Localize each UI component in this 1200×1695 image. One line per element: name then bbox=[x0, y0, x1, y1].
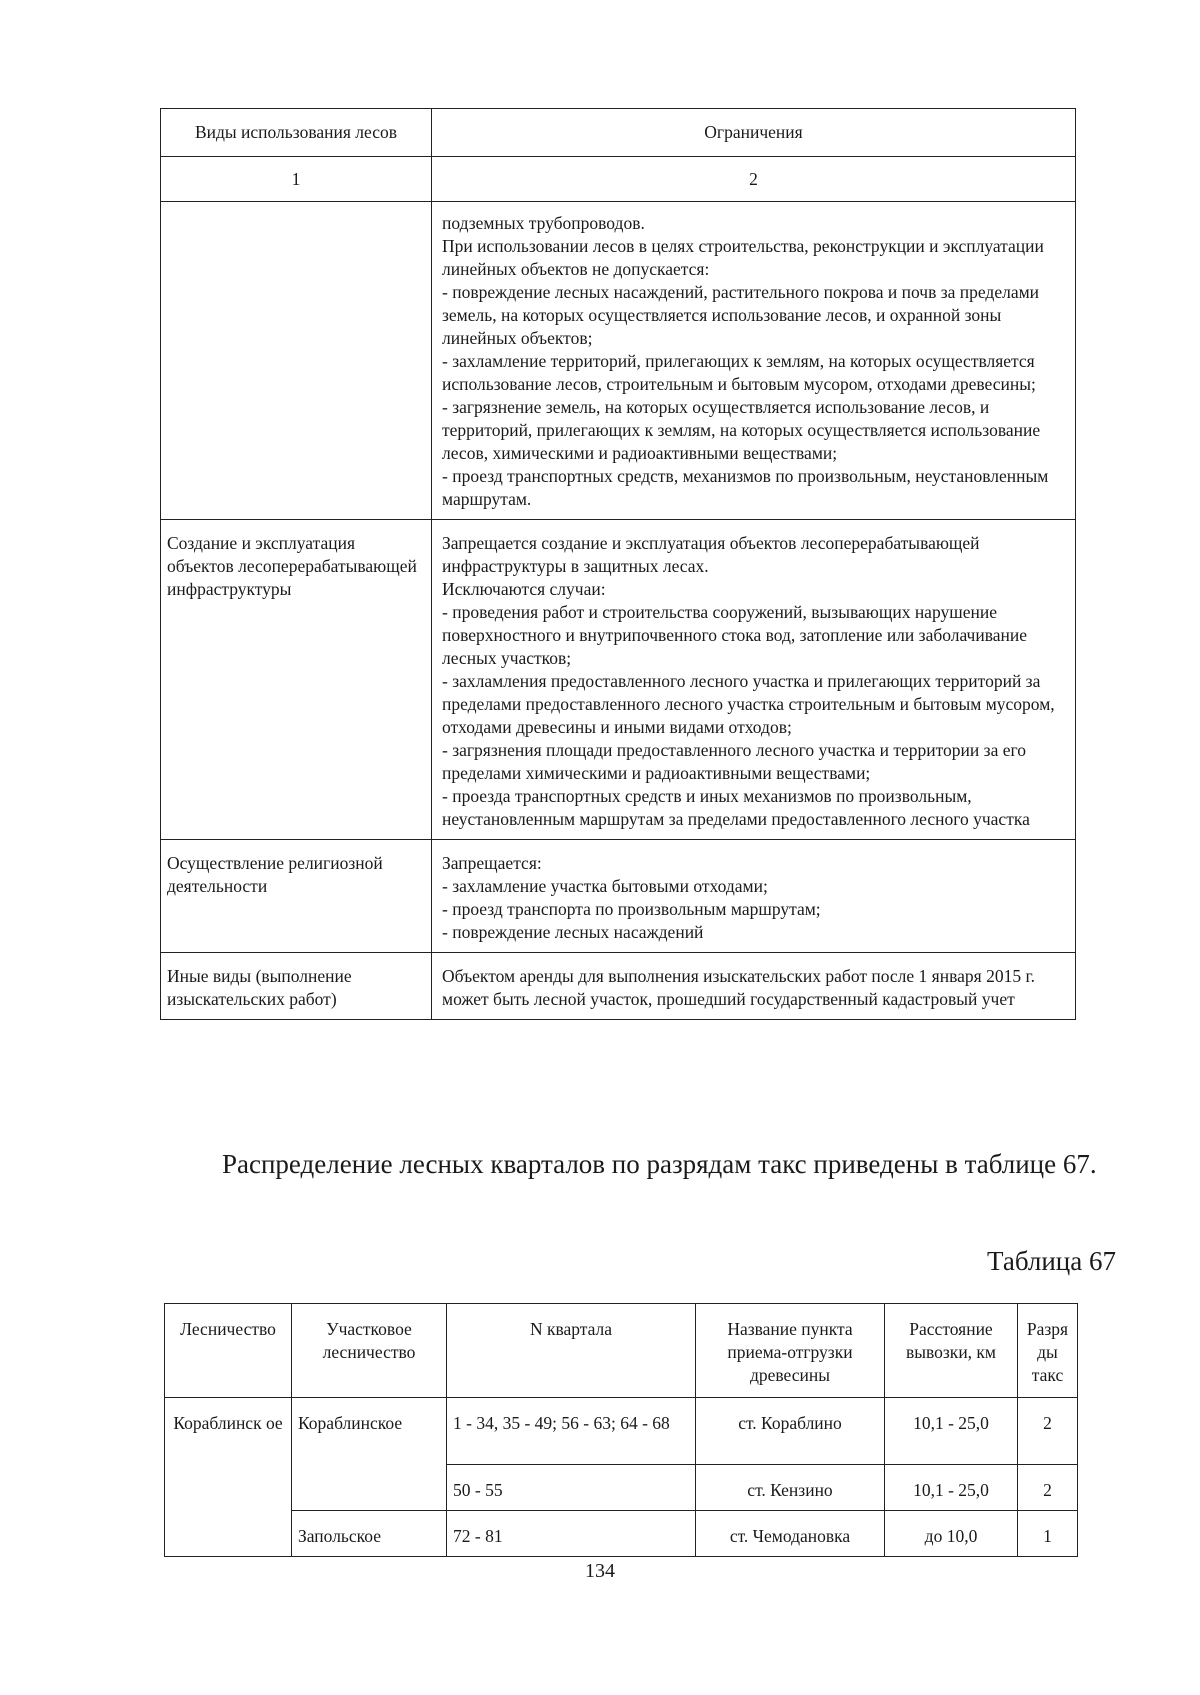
restriction-line: При использовании лесов в целях строительства, реконструкции и эксплуатации линейных объектов не допускается: bbox=[442, 236, 1044, 279]
table-row bbox=[165, 1398, 1078, 1465]
header-quarter-number: N квартала bbox=[447, 1304, 696, 1398]
district-cell: Кораблинское bbox=[292, 1398, 447, 1511]
column-number-1: 1 bbox=[161, 157, 432, 202]
distance-cell: до 10,0 bbox=[885, 1511, 1018, 1557]
use-type-cell bbox=[161, 202, 432, 520]
column-number-2: 2 bbox=[432, 157, 1076, 202]
shipping-point-cell: ст. Кораблино bbox=[696, 1398, 885, 1465]
table-caption: Таблица 67 bbox=[987, 1246, 1116, 1276]
table-header-row bbox=[161, 109, 1076, 157]
tax-rank-cell: 2 bbox=[1018, 1398, 1078, 1465]
tax-rank-cell: 1 bbox=[1018, 1511, 1078, 1557]
header-tax-rank: Разря ды такс bbox=[1018, 1304, 1078, 1398]
table-row bbox=[161, 202, 1076, 520]
restriction-line: Исключаются случаи: bbox=[442, 579, 606, 599]
forestry-cell: Кораблинск ое bbox=[165, 1398, 292, 1557]
shipping-point-cell: ст. Чемодановка bbox=[696, 1511, 885, 1557]
restriction-line: Запрещается создание и эксплуатация объектов лесоперерабатывающей инфраструктуры в защитных лесах. bbox=[442, 533, 980, 576]
restriction-line: Объектом аренды для выполнения изыскательских работ после 1 января 2015 г. может быть лесной участок, прошедший государственный кадастровый учет bbox=[442, 966, 1036, 1009]
header-restrictions: Ограничения bbox=[432, 109, 1076, 157]
header-distance: Расстояние вывозки, км bbox=[885, 1304, 1018, 1398]
header-use-type: Виды использования лесов bbox=[161, 109, 432, 157]
restriction-line: - захламление участка бытовыми отходами; bbox=[442, 876, 768, 896]
restriction-line: - захламление территорий, прилегающих к землям, на которых осуществляется использование лесов, строительным и бытовым мусором, отходами древесины; bbox=[442, 351, 1036, 394]
use-type-cell: Иные виды (выполнение изыскательских работ) bbox=[161, 953, 432, 1020]
restriction-line: - проведения работ и строительства сооружений, вызывающих нарушение поверхностного и внутрипочвенного стока вод, затопление или заболачивание лесных участков; bbox=[442, 602, 1028, 668]
quarters-cell: 1 - 34, 35 - 49; 56 - 63; 64 - 68 bbox=[447, 1398, 696, 1465]
restriction-line: - проезда транспортных средств и иных механизмов по произвольным, неустановленным маршрутам за пределами предоставленного лесного участка bbox=[442, 786, 1030, 829]
quarters-cell: 50 - 55 bbox=[447, 1465, 696, 1511]
restriction-line: - повреждение лесных насаждений bbox=[442, 922, 704, 942]
paragraph-text: Распределение лесных кварталов по разрядам такс приведены в таблице 67. bbox=[222, 1149, 1097, 1179]
table-row bbox=[161, 953, 1076, 1020]
restriction-line: Запрещается: bbox=[442, 853, 542, 873]
restriction-line: - проезд транспорта по произвольным маршрутам; bbox=[442, 899, 821, 919]
restriction-line: - захламления предоставленного лесного участка и прилегающих территорий за пределами предоставленного лесного участка строительным и бытовым мусором, отходами древесины и иными видами отходов; bbox=[442, 671, 1055, 737]
use-type-cell: Создание и эксплуатация объектов лесоперерабатывающей инфраструктуры bbox=[161, 520, 432, 840]
header-forestry: Лесничество bbox=[165, 1304, 292, 1398]
quarters-table bbox=[164, 1303, 1078, 1557]
restrictions-table bbox=[160, 108, 1076, 1020]
restrictions-cell bbox=[432, 840, 1076, 953]
column-number-row bbox=[161, 157, 1076, 202]
restriction-line: - проезд транспортных средств, механизмов по произвольным, неустановленным маршрутам. bbox=[442, 466, 1049, 509]
table-row bbox=[161, 840, 1076, 953]
table-row bbox=[165, 1511, 1078, 1557]
distance-cell: 10,1 - 25,0 bbox=[885, 1465, 1018, 1511]
restriction-line: подземных трубопроводов. bbox=[442, 213, 645, 233]
header-district: Участковое лесничество bbox=[292, 1304, 447, 1398]
restrictions-cell bbox=[432, 953, 1076, 1020]
body-paragraph bbox=[160, 1147, 1116, 1182]
quarters-cell: 72 - 81 bbox=[447, 1511, 696, 1557]
district-cell: Запольское bbox=[292, 1511, 447, 1557]
distance-cell: 10,1 - 25,0 bbox=[885, 1398, 1018, 1465]
header-shipping-point: Название пункта приема-отгрузки древесины bbox=[696, 1304, 885, 1398]
page-number: 134 bbox=[585, 1560, 615, 1582]
tax-rank-cell: 2 bbox=[1018, 1465, 1078, 1511]
use-type-cell: Осуществление религиозной деятельности bbox=[161, 840, 432, 953]
shipping-point-cell: ст. Кензино bbox=[696, 1465, 885, 1511]
table-header-row bbox=[165, 1304, 1078, 1398]
restriction-line: - загрязнения площади предоставленного лесного участка и территории за его пределами химическими и радиоактивными веществами; bbox=[442, 740, 1026, 783]
restriction-line: - повреждение лесных насаждений, растительного покрова и почв за пределами земель, на которых осуществляется использование лесов, и охранной зоны линейных объектов; bbox=[442, 282, 1040, 348]
restriction-line: - загрязнение земель, на которых осуществляется использование лесов, и территорий, прилегающих к землям, на которых осуществляется использование лесов, химическими и радиоактивными веществами; bbox=[442, 397, 1041, 463]
restrictions-cell bbox=[432, 202, 1076, 520]
table-row bbox=[161, 520, 1076, 840]
restrictions-cell bbox=[432, 520, 1076, 840]
